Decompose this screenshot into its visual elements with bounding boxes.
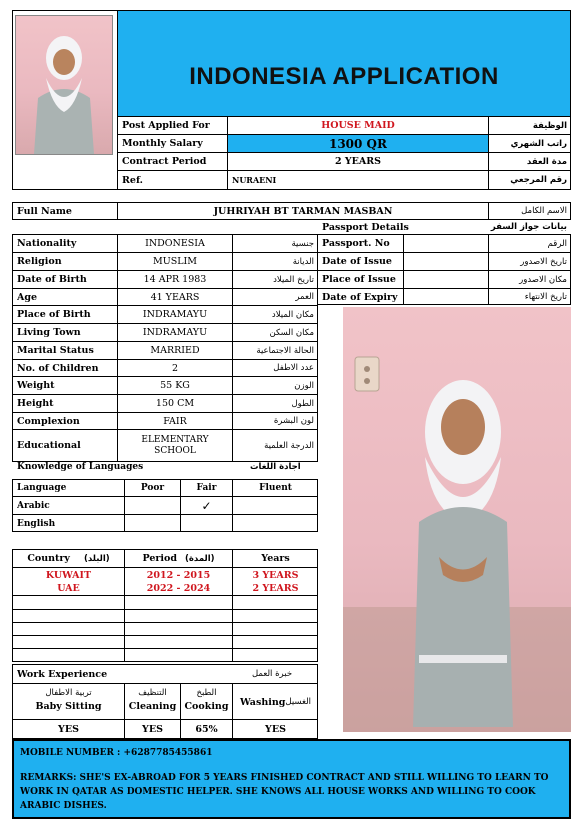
height-label: Height	[17, 398, 54, 409]
height-value: 150 CM	[155, 398, 195, 409]
skill-baby-sitting-value: YES	[58, 723, 79, 735]
language-english-fair	[181, 515, 232, 532]
salary-label: Monthly Salary	[122, 138, 203, 149]
language-english-label: English	[17, 518, 56, 529]
applicant-full-photo	[343, 307, 571, 732]
portrait-figure	[16, 16, 112, 154]
full-body-figure	[343, 307, 571, 732]
skill-baby-sitting-label: Baby Sitting	[35, 701, 102, 712]
dob-label-ar: تاريخ الميلاد	[273, 274, 314, 285]
skill-cleaning-header	[125, 686, 180, 718]
skill-cooking-value: 65%	[195, 723, 218, 735]
language-arabic-poor	[125, 497, 180, 514]
skill-washing-label: Washing	[239, 696, 286, 708]
date-of-expiry-label: Date of Expiry	[322, 291, 398, 303]
weight-label: Weight	[17, 380, 55, 391]
age-value: 41 YEARS	[150, 291, 200, 303]
abroad-row-2-period: 2022 - 2024	[146, 582, 211, 594]
education-value: ELEMENTARY SCHOOL	[141, 434, 209, 456]
place-of-birth-label: Place of Birth	[17, 309, 91, 320]
complexion-value: FAIR	[163, 415, 187, 427]
full-name-value: JUHRIYAH BT TARMAN MASBAN	[213, 205, 393, 217]
skill-cleaning-label: Cleaning	[128, 701, 177, 712]
remarks-panel	[12, 739, 571, 819]
salary-value: 1300 QR	[328, 136, 387, 151]
post-applied-value: HOUSE MAID	[321, 120, 395, 131]
language-arabic-fair-check-icon: ✓	[201, 498, 212, 513]
living-town-label: Living Town	[17, 327, 81, 338]
skill-cooking-label: Cooking	[184, 701, 229, 712]
passport-no-value	[404, 235, 488, 252]
marital-status-label: Marital Status	[17, 345, 94, 356]
skill-washing-value: YES	[265, 723, 286, 735]
children-label-ar: عدد الاطفل	[273, 363, 314, 373]
abroad-header-period	[125, 550, 232, 567]
languages-header-fluent: Fluent	[259, 483, 292, 493]
religion-label-ar: الديانة	[292, 256, 314, 267]
skill-cooking-label-ar: الطبخ	[196, 688, 217, 698]
abroad-row-1-period: 2012 - 2015	[146, 569, 211, 581]
marital-status-value: MARRIED	[150, 345, 200, 356]
period-header-label: Period	[142, 553, 177, 564]
abroad-row-1-years: 3 YEARS	[252, 569, 299, 581]
languages-header-language: Language	[17, 483, 67, 493]
full-name-label: Full Name	[17, 205, 72, 217]
date-of-expiry-value	[404, 289, 488, 305]
ref-label-ar: رقم المرجعي	[510, 175, 567, 185]
applicant-portrait-photo	[15, 15, 113, 155]
work-experience-title-ar: خبرة العمل	[252, 669, 293, 679]
marital-status-label-ar: الحالة الاجتماعية	[256, 345, 314, 356]
remarks-text: REMARKS: SHE'S EX-ABROAD FOR 5 YEARS FINISHED CONTRACT AND STILL WILLING TO LEARN TO WORK IN QATAR AS DOMESTIC HELPER. SHE KNOWS ALL HOUSE WORKS AND WILLING TO COOK ARABIC DISHES.	[20, 773, 549, 811]
contract-label: Contract Period	[122, 156, 207, 167]
languages-header-poor: Poor	[140, 483, 165, 493]
period-header-label-ar: (المدة)	[185, 553, 215, 564]
post-applied-label: Post Applied For	[122, 120, 210, 131]
place-of-birth-label-ar: مكان الميلاد	[271, 309, 314, 320]
living-town-value: INDRAMAYU	[142, 327, 208, 338]
passport-details-title-ar: بيانات جواز السفر	[490, 222, 567, 232]
post-applied-label-ar: الوظيفة	[532, 120, 567, 131]
weight-value: 55 KG	[160, 380, 190, 391]
education-label: Educational	[17, 440, 81, 451]
children-value: 2	[171, 362, 179, 374]
date-of-issue-value	[404, 253, 488, 270]
complexion-label: Complexion	[17, 415, 80, 427]
passport-no-label: Passport. No	[322, 238, 390, 249]
dob-label: Date of Birth	[17, 274, 87, 285]
age-label: Age	[17, 291, 38, 303]
children-label: No. of Children	[17, 362, 99, 374]
weight-label-ar: الوزن	[294, 380, 314, 391]
passport-details-title: Passport Details	[322, 221, 409, 233]
contract-label-ar: مدة العقد	[526, 156, 567, 167]
language-english-poor	[125, 515, 180, 532]
nationality-value: INDONESIA	[145, 238, 205, 249]
nationality-label: Nationality	[17, 238, 77, 249]
skill-washing-header	[233, 686, 318, 718]
place-of-birth-value: INDRAMAYU	[142, 309, 208, 320]
abroad-row-1-country: KUWAIT	[45, 569, 92, 581]
skill-cleaning-label-ar: التنظيف	[138, 688, 167, 698]
country-header-label-ar: (البلد)	[83, 553, 110, 564]
language-english-fluent	[233, 515, 318, 532]
abroad-row-2-years: 2 YEARS	[252, 582, 299, 594]
date-of-issue-label: Date of Issue	[322, 256, 392, 267]
complexion-label-ar: لون البشرة	[273, 416, 314, 426]
skill-baby-sitting-header	[13, 686, 124, 718]
languages-header-fair: Fair	[196, 483, 217, 493]
ref-label: Ref.	[122, 174, 143, 186]
nationality-label-ar: جنسية	[291, 238, 314, 249]
salary-label-ar: راتب الشهري	[510, 138, 567, 149]
skill-cleaning-value: YES	[142, 723, 163, 735]
living-town-label-ar: مكان السكن	[269, 327, 314, 338]
contract-value: 2 YEARS	[334, 156, 382, 167]
place-of-issue-value	[404, 271, 488, 288]
page-title: INDONESIA APPLICATION	[189, 62, 499, 90]
place-of-issue-label: Place of Issue	[322, 274, 396, 285]
abroad-header-years: Years	[261, 553, 290, 564]
language-arabic-label: Arabic	[17, 500, 50, 511]
place-of-issue-label-ar: مكان الاصدور	[519, 274, 567, 285]
languages-title: Knowledge of Languages	[17, 462, 144, 472]
skill-cooking-header	[181, 686, 232, 718]
passport-no-label-ar: الرقم	[547, 238, 567, 249]
languages-title-ar: اجادة اللغات	[250, 462, 301, 472]
abroad-row-2-country: UAE	[57, 582, 80, 594]
work-experience-title: Work Experience	[17, 668, 108, 680]
mobile-number: MOBILE NUMBER : +6287785455861	[20, 748, 213, 758]
title-banner	[118, 11, 570, 116]
date-of-issue-label-ar: تاريخ الاصدور	[520, 256, 567, 267]
ref-value: NURAENI	[232, 175, 277, 185]
education-label-ar: الدرجة العلمية	[264, 440, 314, 451]
religion-value: MUSLIM	[152, 256, 198, 267]
language-arabic-fluent	[233, 497, 318, 514]
full-name-label-ar: الاسم الكامل	[521, 206, 567, 216]
skill-washing-label-ar: الغسيل	[285, 697, 312, 707]
skill-baby-sitting-label-ar: تربية الاطفال	[45, 688, 92, 698]
abroad-header-country	[13, 550, 124, 567]
dob-value: 14 APR 1983	[143, 274, 207, 285]
religion-label: Religion	[17, 256, 62, 267]
height-label-ar: الطول	[291, 398, 314, 409]
country-header-label: Country	[27, 553, 70, 564]
age-label-ar: العمر	[295, 292, 314, 302]
date-of-expiry-label-ar: تاريخ الانتهاء	[524, 292, 567, 302]
